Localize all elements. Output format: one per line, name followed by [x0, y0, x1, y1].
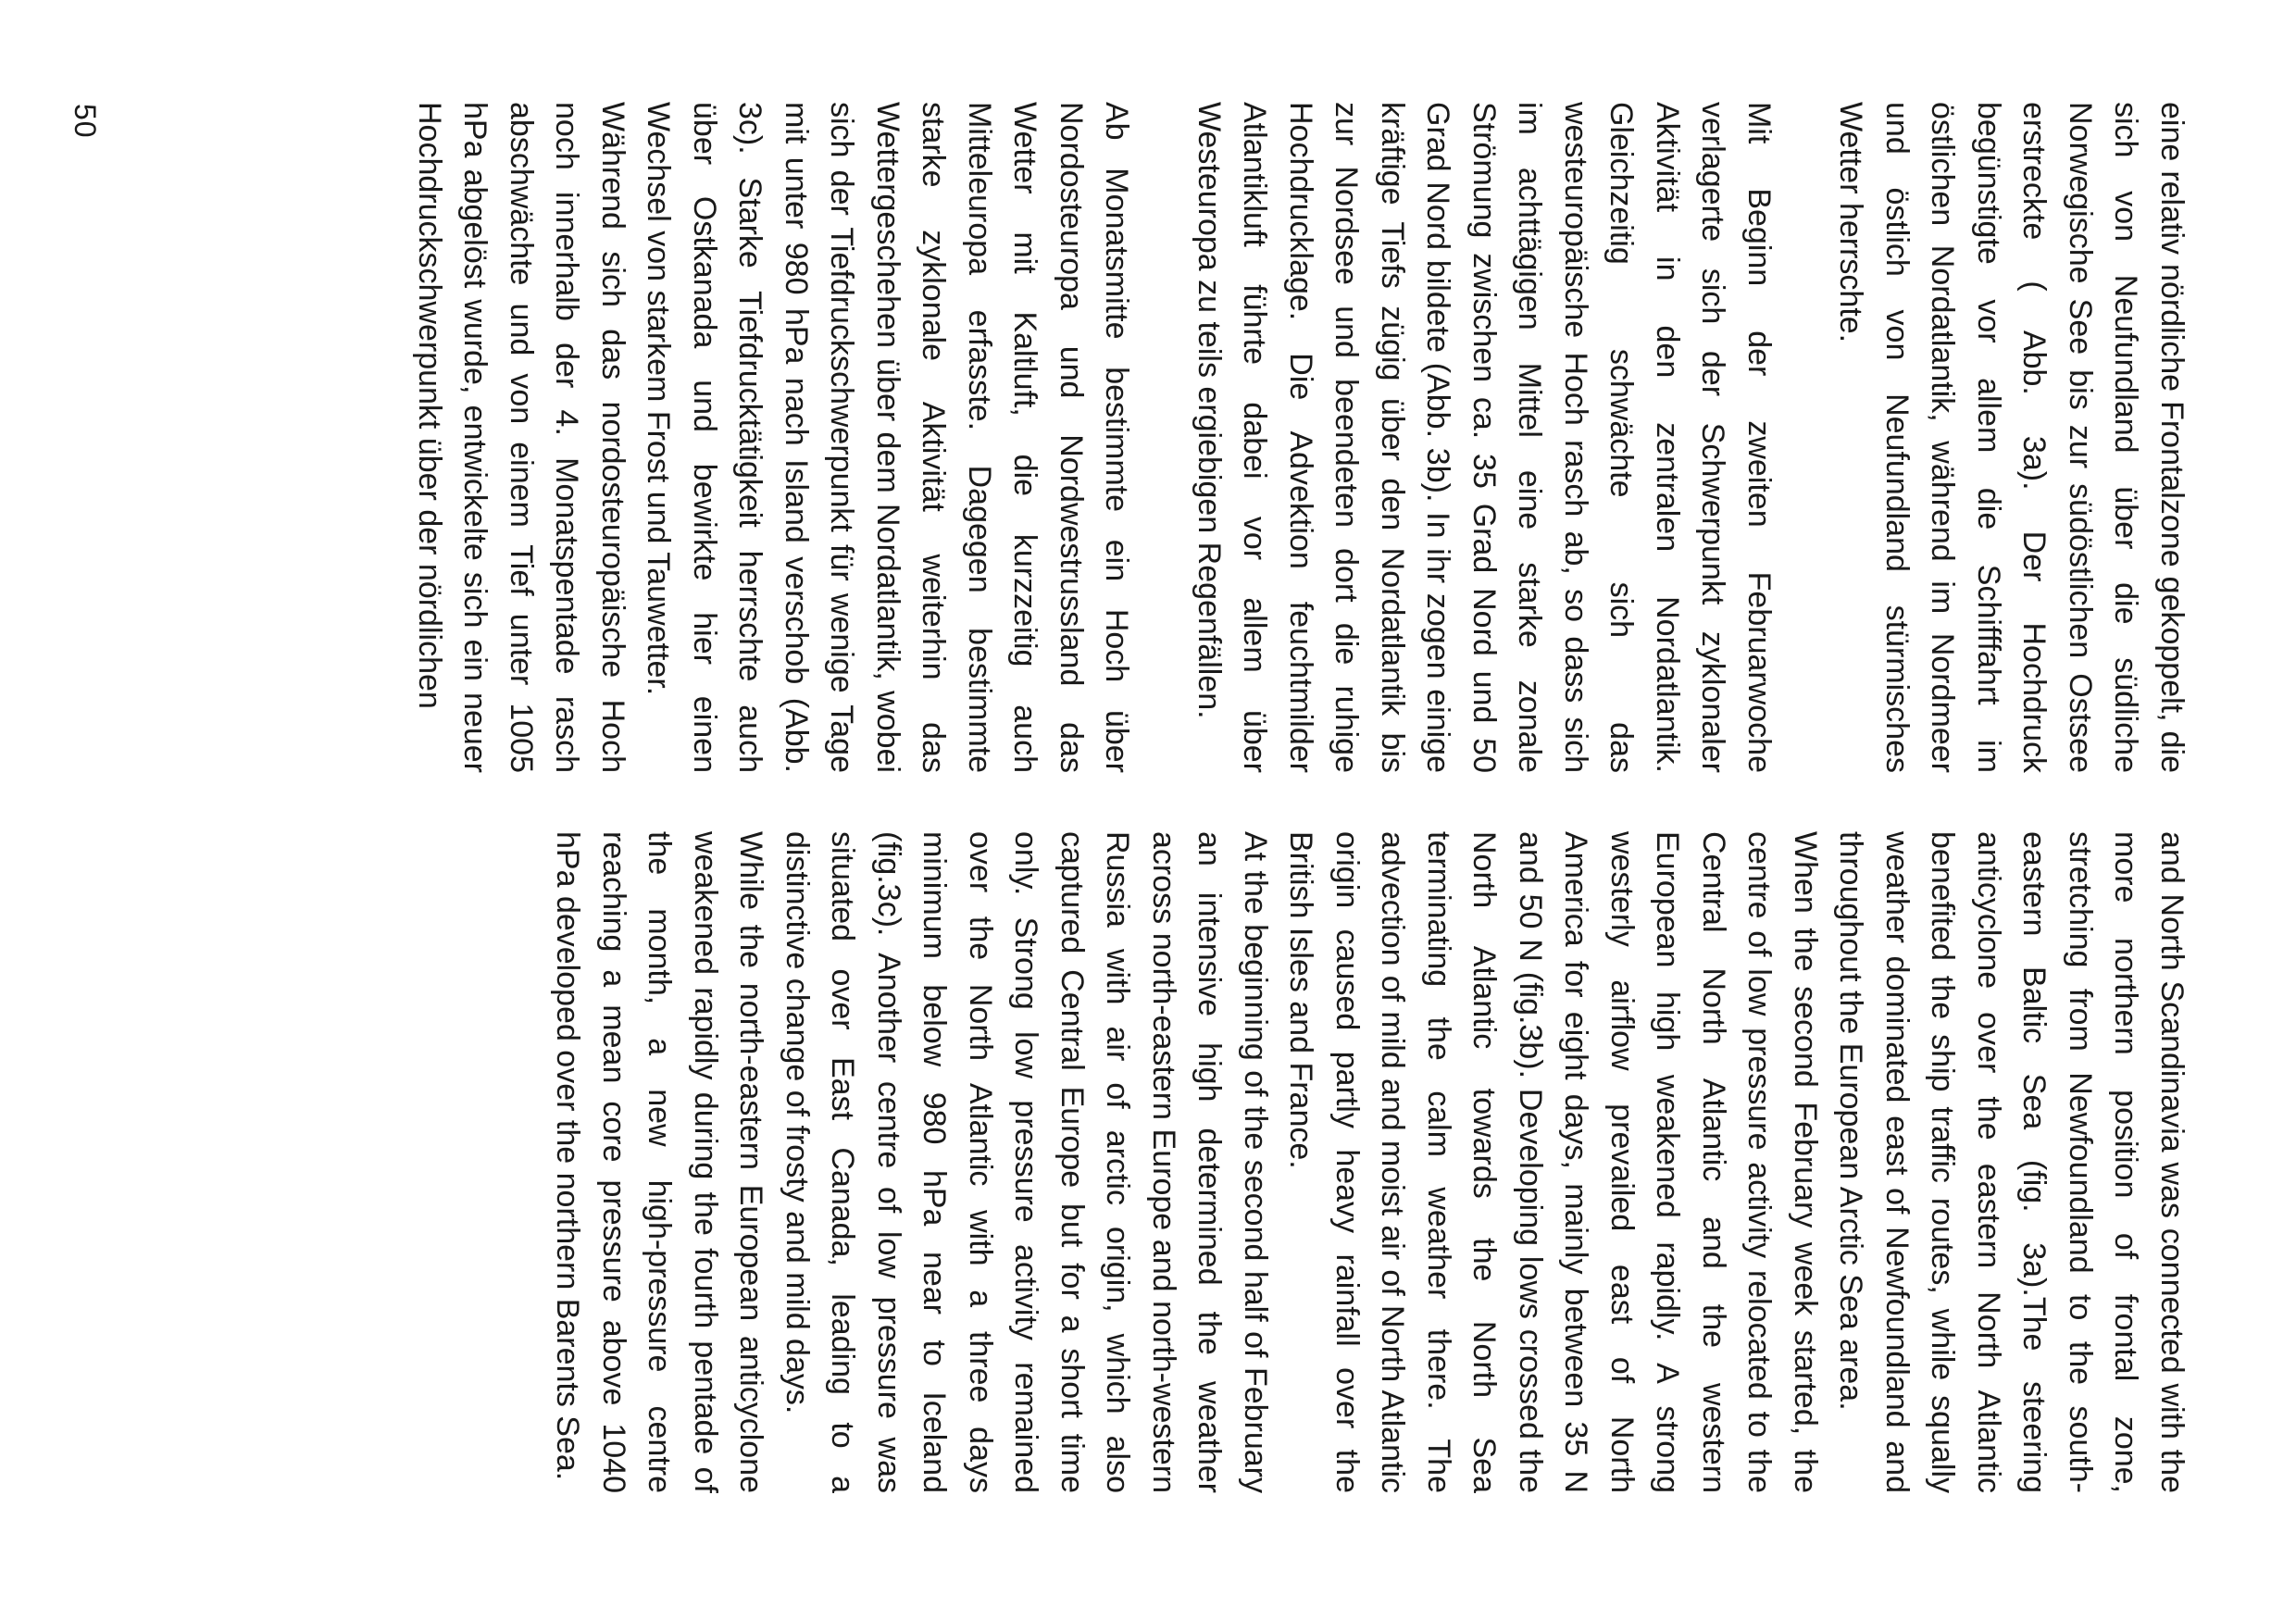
german-paragraph-4: Während sich das nordosteuropäische Hoch noch innerhalb der 4. Monatspentade rasch abschwächte und von einem Tief unter 1005 hPa abgelöst wurde, entwickelte sich ein neuer Hochdruckschwerpunkt über der nördlichen [412, 102, 630, 773]
page-number: 50 [69, 104, 102, 139]
english-paragraph-1: and North Scandinavia was connected with the more northern position of frontal zone, stretching from Newfoundland to the south-eastern Baltic Sea (fig. 3a).The steering anticyclone over the eastern North Atlantic benefited the ship traffic routes, while squally weather dominated east of Newfoundland and throughout the European Arctic Sea area. [1833, 831, 2190, 1493]
german-paragraph-2: Mit Beginn der zweiten Februarwoche verlagerte sich der Schwerpunkt zyklonaler Aktivität in den zentralen Nordatlantik. Gleichzeitig schwächte sich das westeuropäische Hoch rasch ab, so dass sich im achttägigen Mittel eine starke zonale Strömung zwischen ca. 35 Grad Nord und 50 Grad Nord bildete (Abb. 3b). In ihr zogen einige kräftige Tiefs zügig über den Nordatlantik bis zur Nordsee und beendeten dort die ruhige Hochdrucklage. Die Advektion feuchtmilder Atlantikluft führte dabei vor allem über Westeuropa zu teils ergiebigen Regenfällen. [1192, 102, 1777, 773]
english-text-column [544, 831, 2194, 1493]
german-paragraph-1: eine relativ nördliche Frontalzone gekoppelt, die sich von Neufundland über die südliche Norwegische See bis zur südöstlichen Ostsee erstreckte ( Abb. 3a). Der Hochdruck begünstigte vor allem die Schifffahrt im östlichen Nordatlantik, während im Nordmeer und östlich von Neufundland stürmisches Wetter herrschte. [1833, 102, 2190, 773]
german-paragraph-3: Ab Monatsmitte bestimmte ein Hoch über Nordosteuropa und Nordwestrussland das Wetter mit Kaltluft, die kurzzeitig auch Mitteleuropa erfasste. Dagegen bestimmte starke zyklonale Aktivität weiterhin das Wettergeschehen über dem Nordatlantik, wobei sich der Tiefdruckschwerpunkt für wenige Tage mit unter 980 hPa nach Island verschob (Abb. 3c). Starke Tiefdrucktätigkeit herrschte auch über Ostkanada und bewirkte hier einen Wechsel von starkem Frost und Tauwetter. [641, 102, 1135, 773]
english-paragraph-3: At the beginning of the second half of February an intensive high determined the weather across north-eastern Europe and north-western Russia with air of arctic origin, which also captured Central Europe but for a short time only. Strong low pressure activity remained over the North Atlantic with a three days minimum below 980 hPa near to Iceland (fig.3c). Another centre of low pressure was situated over East Canada, leading to a distinctive change of frosty and mild days. [780, 831, 1273, 1493]
german-text-column [406, 102, 2195, 773]
english-paragraph-2: When the second February week started, the centre of low pressure activity relocated to the Central North Atlantic and the western European high weakened rapidly. A strong westerly airflow prevailed east of North America for eight days, mainly between 35 N and 50 N (fig.3b). Developing lows crossed the North Atlantic towards the North Sea terminating the calm weather there. The advection of mild and moist air of North Atlantic origin caused partly heavy rainfall over the British Isles and France. [1283, 831, 1823, 1493]
english-paragraph-4: While the north-eastern European anticyclone weakened rapidly during the fourth pentade of the month, a new high-pressure centre reaching a mean core pressure above 1040 hPa developed over the northern Barents Sea. [550, 831, 769, 1493]
